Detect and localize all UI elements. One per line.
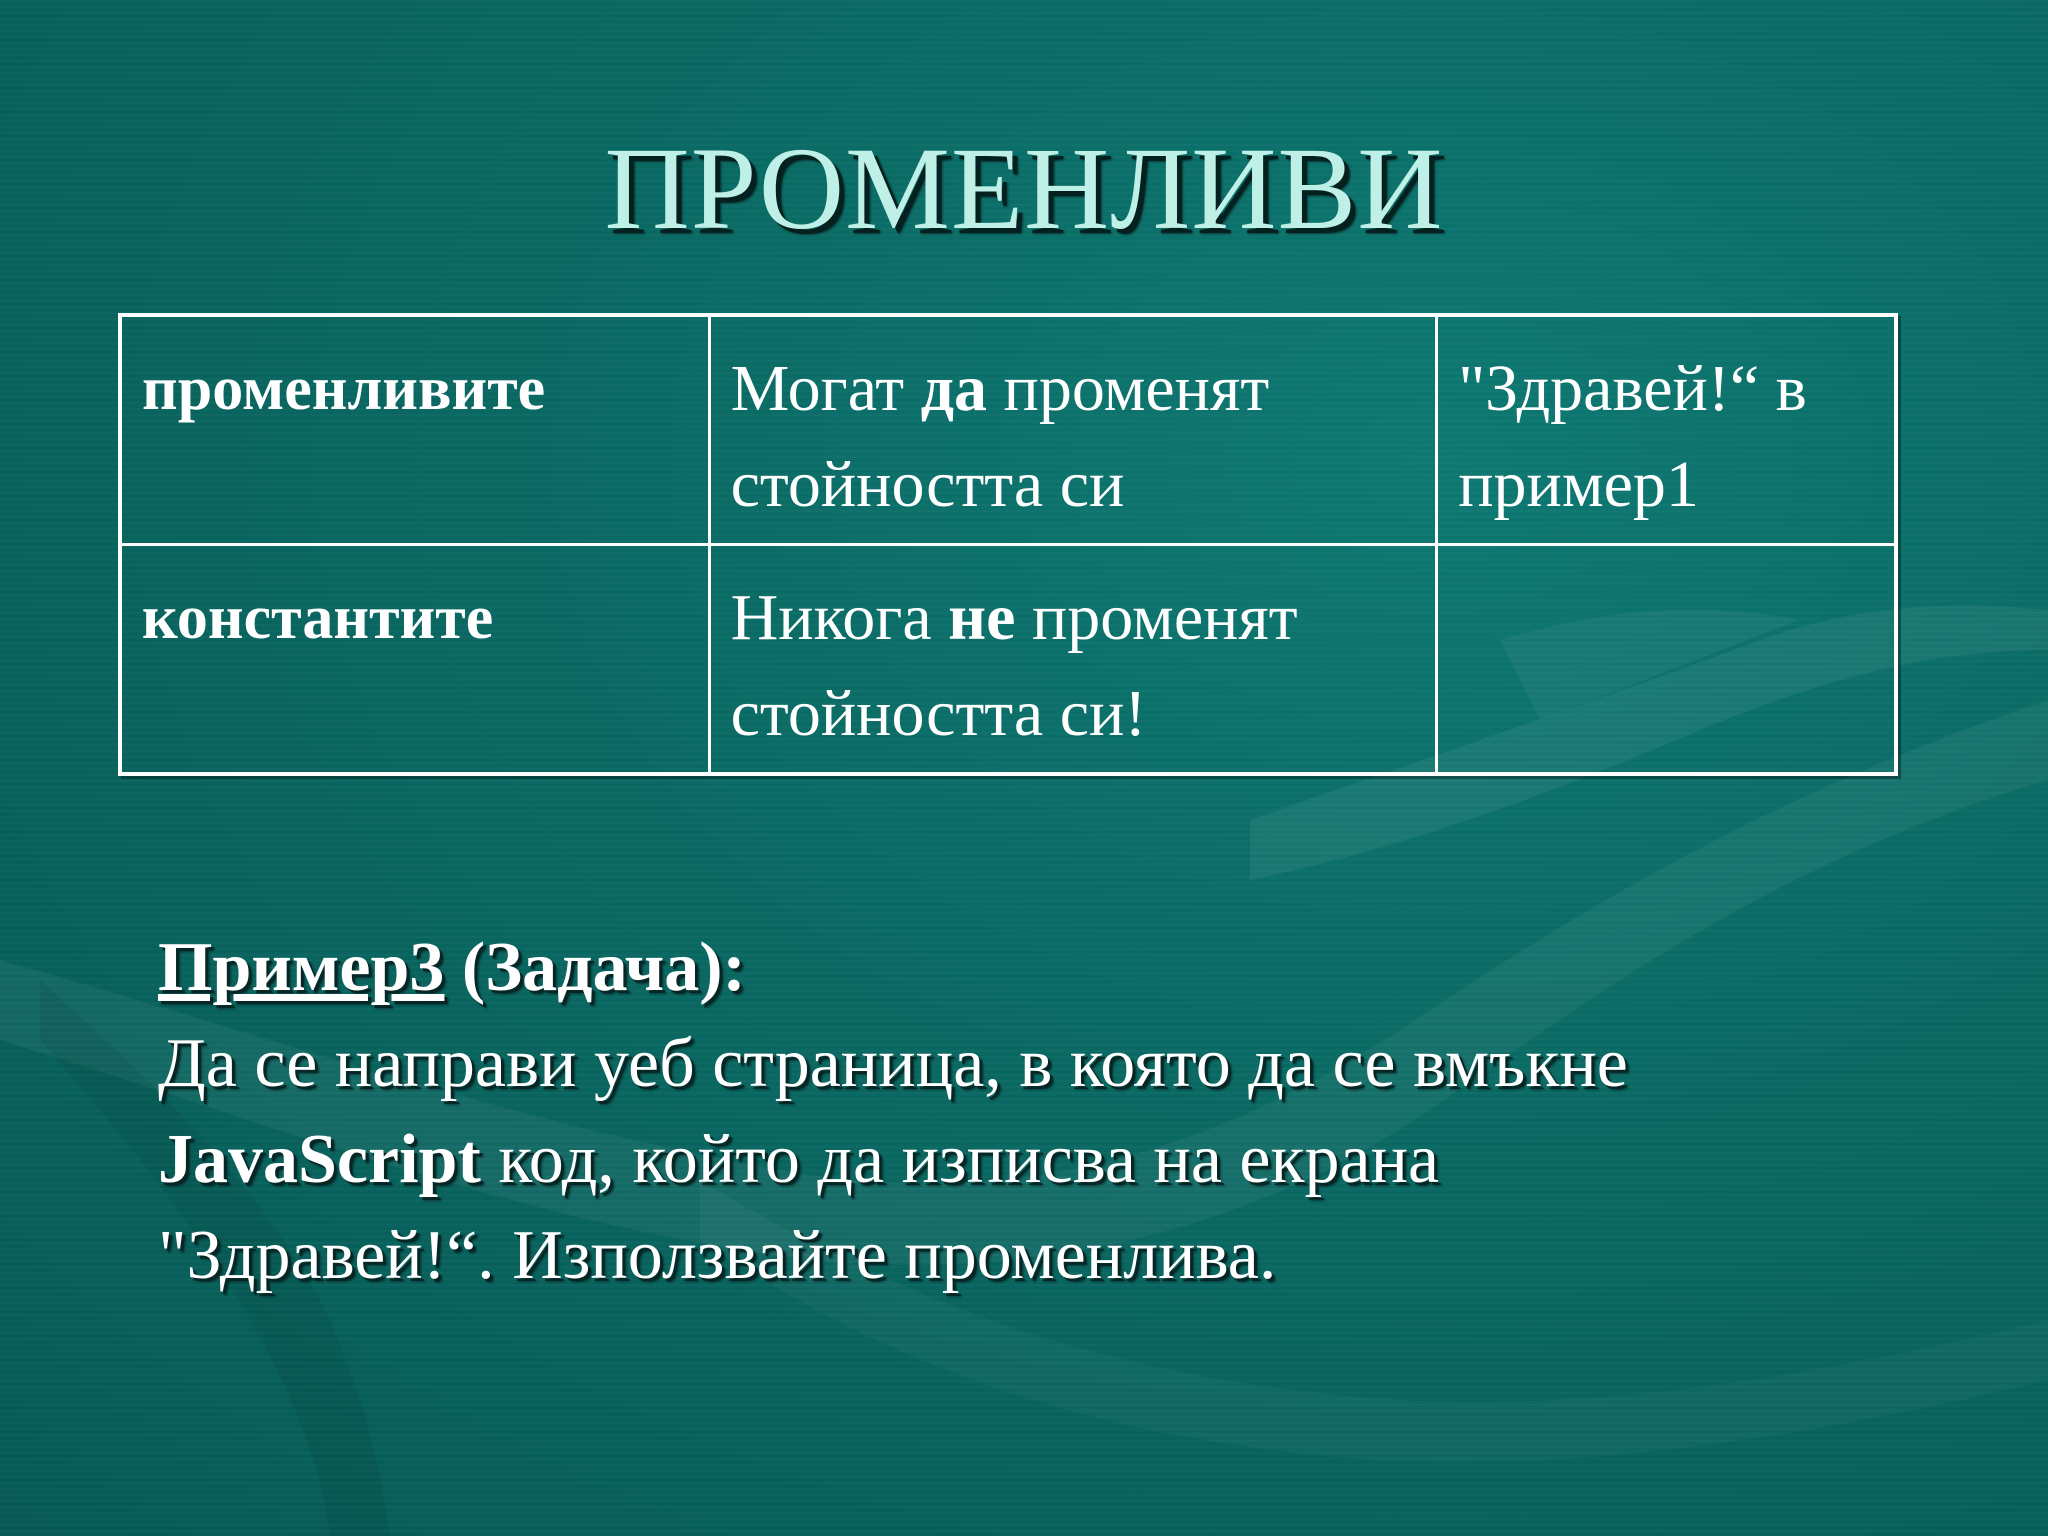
table-cell-term: променливите bbox=[120, 315, 709, 545]
table-cell-note bbox=[1437, 545, 1896, 775]
table-cell-note: "Здравей!“ в пример1 bbox=[1437, 315, 1896, 545]
task-block bbox=[158, 920, 1978, 1304]
task-line-1: Да се направи уеб страница, в която да се вмъкне bbox=[158, 1025, 1628, 1102]
task-bold-word: JavaScript bbox=[158, 1121, 481, 1198]
task-line-3: "Здравей!“. Използвайте променлива. bbox=[158, 1217, 1277, 1294]
table-row bbox=[120, 315, 1896, 545]
table-cell-description: Могат да променят стойността си bbox=[709, 315, 1437, 545]
comparison-table bbox=[118, 313, 1898, 776]
table-cell-term: константите bbox=[120, 545, 709, 775]
task-label: Пример3 bbox=[158, 929, 445, 1006]
task-line-2: JavaScript код, който да изписва на екрана bbox=[158, 1121, 1440, 1198]
table-cell-description: Никога не променят стойността си! bbox=[709, 545, 1437, 775]
task-heading bbox=[158, 920, 1978, 1016]
slide-title: ПРОМЕНЛИВИ bbox=[604, 123, 1444, 254]
table-row bbox=[120, 545, 1896, 775]
task-label-suffix: (Задача): bbox=[444, 929, 746, 1006]
